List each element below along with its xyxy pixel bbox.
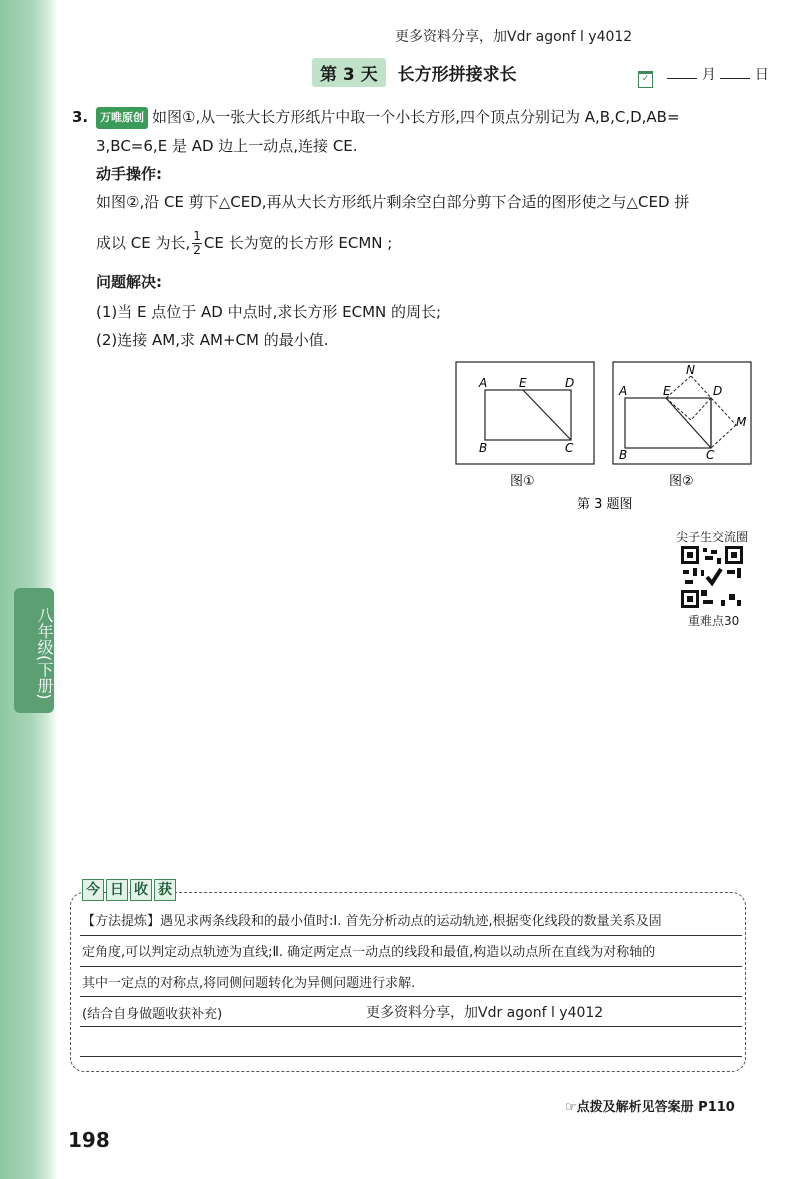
day-title: 长方形拼接求长 <box>397 65 517 85</box>
summary-title <box>82 879 178 901</box>
page-number: 198 <box>68 1128 110 1152</box>
date-fill <box>638 64 769 88</box>
part-2: (2)连接 AM,求 AM+CM 的最小值. <box>96 331 329 349</box>
fig1-label-c: C <box>565 441 574 455</box>
day-header <box>312 58 517 87</box>
part-1: (1)当 E 点位于 AD 中点时,求长方形 ECMN 的周长; <box>96 303 442 321</box>
fraction <box>192 230 202 257</box>
qr-top-label: 尖子生交流圈 <box>676 530 749 544</box>
summary-note: (结合自身做题收获补充) <box>82 1007 223 1022</box>
rule-1 <box>80 935 742 936</box>
fig2-label-d: D <box>713 384 723 398</box>
fraction-denominator: 2 <box>193 243 201 257</box>
operation-text-b: CE 长为宽的长方形 ECMN ; <box>203 234 393 252</box>
operation-title: 动手操作: <box>96 165 162 183</box>
answer-reference: ☞点拨及解析见答案册 P110 <box>565 1100 735 1115</box>
summary-title-char-1: 今 <box>82 879 104 901</box>
question-number: 3. <box>72 108 89 126</box>
operation-line-1: 如图②,沿 CE 剪下△CED,再从大长方形纸片剩余空白部分剪下合适的图形使之与△CED 拼 <box>96 193 690 211</box>
day-label: 日 <box>754 67 769 83</box>
fig1-label-d: D <box>565 376 575 390</box>
fig2-label-c: C <box>706 448 715 462</box>
qr-code-icon[interactable] <box>681 546 743 608</box>
question-figures <box>455 360 755 520</box>
watermark-top: 更多资料分享，加Vdr agonf l y4012 <box>395 29 633 45</box>
operation-text-a: 成以 CE 为长, <box>96 234 191 252</box>
qr-bottom-label: 重难点30 <box>688 614 740 628</box>
month-blank <box>667 66 697 79</box>
figure-1 <box>456 362 594 489</box>
question-line-2: 3,BC=6,E 是 AD 边上一动点,连接 CE. <box>96 137 358 155</box>
month-label: 月 <box>701 67 716 83</box>
rule-5 <box>80 1056 742 1057</box>
watermark-bottom: 更多资料分享，加Vdr agonf l y4012 <box>366 1005 604 1021</box>
figure-caption: 第 3 题图 <box>577 497 633 512</box>
grade-side-tab: 八年级(下册) <box>14 588 54 713</box>
summary-title-char-4: 获 <box>154 879 176 901</box>
question-line-1 <box>96 107 680 129</box>
solve-title: 问题解决: <box>96 273 162 291</box>
fig2-label-b: B <box>619 448 628 462</box>
fig2-label-n: N <box>686 363 695 377</box>
rule-4 <box>80 1026 742 1027</box>
fig2-label-a: A <box>619 384 628 398</box>
original-tag: 万唯原创 <box>96 107 148 129</box>
rule-3 <box>80 996 742 997</box>
operation-line-2 <box>96 230 392 257</box>
calendar-check-icon: ✓ <box>638 71 653 88</box>
fig2-label-e: E <box>663 384 671 398</box>
summary-title-char-3: 收 <box>130 879 152 901</box>
rule-2 <box>80 966 742 967</box>
fig1-label-a: A <box>479 376 488 390</box>
fig2-label-m: M <box>736 415 747 429</box>
fig2-caption: 图② <box>669 474 694 489</box>
method-line-3: 其中一定点的对称点,将同侧问题转化为异侧问题进行求解. <box>82 976 416 991</box>
day-blank <box>720 66 750 79</box>
fig1-label-b: B <box>479 441 488 455</box>
page-spine <box>0 0 58 1179</box>
method-line-2: 定角度,可以判定动点轨迹为直线;Ⅱ. 确定两定点一动点的线段和最值,构造以动点所在直线为对称轴的 <box>82 945 656 960</box>
day-badge: 第 3 天 <box>312 58 386 87</box>
summary-title-char-2: 日 <box>106 879 128 901</box>
fraction-numerator: 1 <box>193 229 201 243</box>
method-line-1: 【方法提炼】遇见求两条线段和的最小值时:Ⅰ. 首先分析动点的运动轨迹,根据变化线段的数量关系及固 <box>82 914 662 929</box>
fig1-caption: 图① <box>510 474 535 489</box>
fig1-label-e: E <box>519 376 527 390</box>
question-text-1: 如图①,从一张大长方形纸片中取一个小长方形,四个顶点分别记为 A,B,C,D,AB= <box>152 108 680 126</box>
figure-2 <box>613 362 751 489</box>
